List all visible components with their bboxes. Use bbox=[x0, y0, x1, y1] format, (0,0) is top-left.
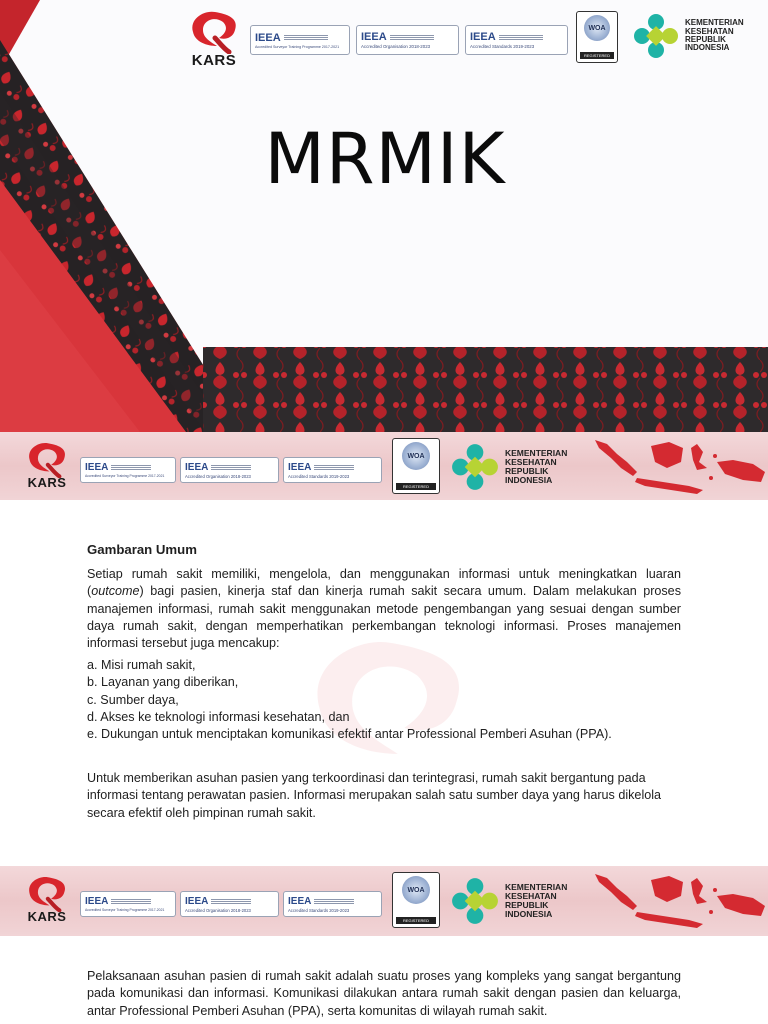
band-logo-row bbox=[20, 440, 567, 494]
ieea-mark: IEEA bbox=[85, 896, 109, 907]
kemkes-line: REPUBLIK bbox=[505, 900, 549, 910]
list-item: d. Akses ke teknologi informasi kesehatan, dan bbox=[87, 709, 350, 724]
kemkes-line: KEMENTERIAN bbox=[505, 882, 568, 893]
ieea-badge-3 bbox=[283, 457, 382, 483]
kars-logo bbox=[184, 8, 244, 69]
indonesia-map-icon bbox=[593, 432, 768, 500]
kemkes-logo bbox=[632, 12, 744, 60]
kemkes-line: INDONESIA bbox=[505, 474, 553, 485]
band-logo-row bbox=[20, 874, 567, 928]
kemkes-wordmark bbox=[685, 19, 744, 53]
kemkes-line: INDONESIA bbox=[685, 43, 730, 53]
ieea-caption: Accredited Standards 2019-2023 bbox=[288, 473, 350, 479]
ieea-mark: IEEA bbox=[185, 895, 209, 907]
woa-globe-icon: WOA bbox=[584, 15, 610, 41]
section-heading: Gambaran Umum bbox=[87, 542, 197, 557]
kars-wordmark: KARS bbox=[191, 52, 237, 69]
woa-registered-label: REGISTERED bbox=[396, 917, 436, 924]
ieea-badge-2 bbox=[180, 457, 279, 483]
kemkes-line: KESEHATAN bbox=[505, 891, 557, 902]
indonesia-map-icon bbox=[593, 866, 768, 934]
kemkes-emblem-icon bbox=[632, 12, 680, 60]
process-paragraph: Pelaksanaan asuhan pasien di rumah sakit adalah suatu proses yang kompleks yang sangat bergantung pada komunikasi dan informasi. Komunikasi dilakukan antara rumah sakit dengan pasien dan keluarga, antar Professional Pemberi Asuhan (PPA), serta komunitas di wilayah rumah sakit. bbox=[87, 969, 681, 1018]
ieea-mark: IEEA bbox=[470, 31, 496, 43]
kemkes-line: KESEHATAN bbox=[505, 457, 557, 468]
ieea-caption: Accredited Organisation 2018-2023 bbox=[185, 907, 251, 913]
ieea-badge-2 bbox=[356, 25, 459, 55]
ieea-caption: Accredited Organisation 2018-2023 bbox=[185, 473, 251, 479]
list-item: b. Layanan yang diberikan, bbox=[87, 675, 239, 690]
kars-wordmark: KARS bbox=[27, 475, 67, 490]
ieea-badge-1 bbox=[80, 457, 176, 483]
ieea-mark: IEEA bbox=[185, 461, 209, 473]
kemkes-line: KEMENTERIAN bbox=[685, 18, 744, 28]
ieea-caption: Accredited Surveyor Training Programme 2017-2021 bbox=[85, 908, 165, 912]
woa-badge bbox=[392, 872, 440, 928]
kemkes-line: REPUBLIK bbox=[505, 466, 549, 476]
ieea-badge-3 bbox=[465, 25, 568, 55]
intro-text-end: ) bagi pasien, kinerja staf dan kinerja rumah sakit secara umum. Dalam melakukan proses manajemen informasi, rumah sakit menggunakan metode pengembangan yang sesuai dengan sumber daya rumah sakit, dengan memperhatikan perkembangan teknologi informasi. Proses manajemen informasi tersebut juga mencakup: bbox=[87, 584, 681, 651]
kemkes-logo bbox=[450, 442, 567, 492]
intro-paragraph bbox=[87, 566, 681, 652]
cover-logo-row bbox=[184, 8, 744, 69]
ieea-badge-2 bbox=[180, 891, 279, 917]
woa-globe-icon: WOA bbox=[402, 876, 430, 904]
ieea-mark: IEEA bbox=[255, 31, 281, 44]
kars-emblem-icon bbox=[21, 874, 73, 912]
kemkes-line: KEMENTERIAN bbox=[505, 448, 568, 459]
kemkes-line: REPUBLIK bbox=[685, 35, 726, 44]
kemkes-emblem-icon bbox=[450, 876, 500, 926]
ieea-mark: IEEA bbox=[288, 461, 312, 473]
woa-globe-icon: WOA bbox=[402, 442, 430, 470]
summary-paragraph: Untuk memberikan asuhan pasien yang terkoordinasi dan terintegrasi, rumah sakit bergantung pada informasi tentang perawatan pasien. Informasi merupakan salah satu sumber daya yang harus dikelola secara efektif oleh pimpinan rumah sakit. bbox=[87, 771, 662, 820]
cover-title: MRMIK bbox=[264, 118, 506, 200]
kemkes-wordmark bbox=[505, 883, 567, 919]
ieea-badge-3 bbox=[283, 891, 382, 917]
ieea-caption: Accredited Standards 2019-2023 bbox=[470, 44, 535, 49]
ieea-mark: IEEA bbox=[361, 31, 387, 43]
list-item: a. Misi rumah sakit, bbox=[87, 658, 196, 672]
scope-list bbox=[87, 657, 681, 743]
kars-emblem-icon bbox=[21, 440, 73, 478]
kemkes-line: INDONESIA bbox=[505, 908, 553, 919]
ieea-caption: Accredited Organisation 2018-2023 bbox=[361, 44, 431, 49]
woa-registered-label: REGISTERED bbox=[396, 483, 436, 490]
kars-wordmark: KARS bbox=[27, 909, 67, 924]
intro-text-italic: outcome bbox=[91, 584, 140, 599]
kemkes-line: KESEHATAN bbox=[685, 26, 734, 36]
kars-emblem-icon bbox=[185, 8, 243, 54]
list-item: e. Dukungan untuk menciptakan komunikasi efektif antar Professional Pemberi Asuhan (PPA). bbox=[87, 727, 612, 742]
list-item: c. Sumber daya, bbox=[87, 692, 179, 707]
ieea-mark: IEEA bbox=[85, 462, 109, 473]
header-band-2 bbox=[0, 866, 768, 936]
cover-slide bbox=[0, 0, 768, 432]
ieea-badge-1 bbox=[80, 891, 176, 917]
ieea-mark: IEEA bbox=[288, 895, 312, 907]
woa-registered-label: REGISTERED bbox=[580, 52, 614, 59]
kars-logo bbox=[20, 440, 74, 490]
woa-badge bbox=[576, 11, 618, 63]
ieea-badge-1 bbox=[250, 25, 350, 55]
kemkes-wordmark bbox=[505, 449, 567, 485]
woa-badge bbox=[392, 438, 440, 494]
ieea-caption: Accredited Standards 2019-2023 bbox=[288, 907, 350, 913]
kemkes-logo bbox=[450, 876, 567, 926]
kemkes-emblem-icon bbox=[450, 442, 500, 492]
header-band-1 bbox=[0, 432, 768, 500]
intro-text-start: Setiap rumah sakit memiliki, mengelola, dan menggunakan informasi untuk meningkatkan luaran ( bbox=[87, 567, 681, 599]
kars-logo bbox=[20, 874, 74, 924]
ieea-caption: Accredited Surveyor Training Programme 2017-2021 bbox=[85, 474, 165, 478]
ieea-caption: Accredited Surveyor Training Programme 2017-2021 bbox=[255, 44, 340, 49]
